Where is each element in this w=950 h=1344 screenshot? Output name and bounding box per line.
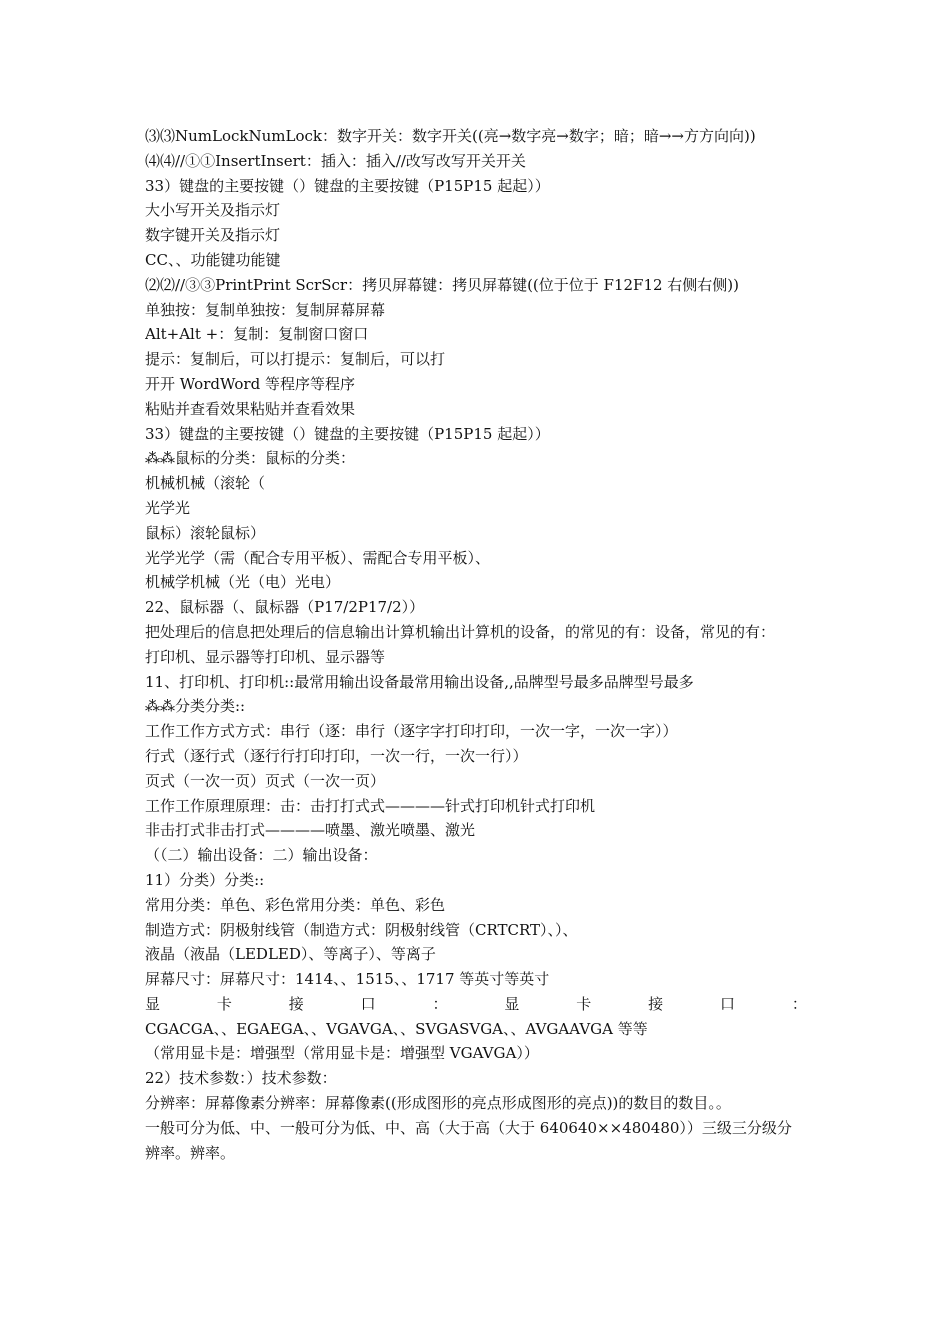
insert-heading: ⑷⑷//①①InsertInsert：插入：插入//改写改写开关开关	[145, 151, 526, 170]
text-line: 光学光学（需（配合专用平板）、需配合专用平板）、	[145, 548, 491, 567]
numlock-heading: ⑶⑶NumLockNumLock：数字开关：数字开关((亮→数字亮→数字；暗；暗→→方方向向))	[145, 127, 756, 145]
text-line: 大小写开关及指示灯	[145, 201, 281, 220]
text-line: （常用显卡是：增强型（常用显卡是：增强型 VGAVGA））	[145, 1044, 539, 1063]
text-line: 常用分类：单色、彩色常用分类：单色、彩色	[145, 895, 446, 914]
text-line: 22、鼠标器（、鼠标器（P17/2P17/2））	[145, 598, 425, 617]
text-line: 鼠标）滚轮鼠标）	[145, 523, 266, 542]
text-line: 屏幕尺寸：屏幕尺寸：1414、、1515、、1717 等英寸等英寸	[145, 970, 550, 989]
text-line: 开开 WordWord 等程序等程序	[145, 374, 355, 393]
text-line: 分辨率：屏幕像素分辨率：屏幕像素((形成图形的亮点形成图形的亮点))的数目的数目。。	[145, 1094, 731, 1113]
justified-text-line: 显 卡 接 口 ： 显 卡 接 口 ：	[145, 994, 807, 1013]
text-line: 工作工作方式方式：串行（逐：串行（逐字字打印打印，一次一字，一次一字））	[145, 722, 678, 741]
text-line: 工作工作原理原理：击：击打打式式————针式打印机针式打印机	[145, 796, 596, 815]
text-line: Alt+Alt +：复制：复制窗口窗口	[145, 325, 369, 344]
text-line: CC、、功能键功能键	[145, 250, 281, 269]
text-line: ⁂⁂鼠标的分类：鼠标的分类：	[145, 449, 356, 468]
text-paragraph: 把处理后的信息把处理后的信息输出计算机输出计算机的设备，的常见的有：设备，常见的有：	[145, 622, 776, 641]
text-line: 页式（一次一页）页式（一次一页）	[145, 771, 386, 790]
text-line: 辨率。辨率。	[145, 1143, 236, 1162]
text-line: 粘贴并查看效果粘贴并查看效果	[145, 399, 356, 418]
text-line: 11）分类）分类::	[145, 870, 265, 889]
text-line: 非击打式非击打式————喷墨、激光喷墨、激光	[145, 821, 476, 840]
text-line: 单独按：复制单独按：复制屏幕屏幕	[145, 300, 386, 319]
text-line: 提示：复制后，可以打提示：复制后，可以打	[145, 350, 446, 369]
text-paragraph: 一般可分为低、中、一般可分为低、中、高（大于高（大于 640640××480480））三级三分级分	[145, 1118, 792, 1137]
text-line	[145, 149, 807, 174]
text-line: ⁂⁂分类分类::	[145, 697, 246, 716]
text-line: 数字键开关及指示灯	[145, 226, 281, 245]
text-line: 打印机、显示器等打印机、显示器等	[145, 647, 386, 666]
text-line	[145, 124, 807, 149]
text-line: 液晶（液晶（LEDLED）、等离子）、等离子	[145, 945, 436, 964]
text-line: 33）键盘的主要按键（）键盘的主要按键（P15P15 起起））	[145, 176, 550, 195]
printscr-heading: ⑵⑵//③③PrintPrint ScrScr：拷贝屏幕键：拷贝屏幕键((位于位于 F12F12 右侧右侧))	[145, 275, 740, 294]
text-line: （（二）输出设备：二）输出设备：	[145, 846, 378, 865]
text-line: CGACGA、、EGAEGA、、VGAVGA、、SVGASVGA、、AVGAAVGA 等等	[145, 1019, 648, 1038]
text-line: 光学光	[145, 498, 191, 517]
text-line: 行式（逐行式（逐行行打印打印，一次一行，一次一行））	[145, 746, 528, 765]
text-line: 制造方式：阴极射线管（制造方式：阴极射线管（CRTCRT）、）、	[145, 920, 578, 939]
text-line: 11、打印机、打印机::最常用输出设备最常用输出设备,,品牌型号最多品牌型号最多	[145, 672, 694, 691]
text-line	[145, 273, 807, 298]
text-line: 33）键盘的主要按键（）键盘的主要按键（P15P15 起起））	[145, 424, 550, 443]
document-page	[145, 124, 807, 1165]
text-line: 机械机械（滚轮（	[145, 474, 266, 493]
text-line: 机械学机械（光（电）光电）	[145, 573, 341, 592]
text-line: 22）技术参数：）技术参数：	[145, 1069, 337, 1088]
